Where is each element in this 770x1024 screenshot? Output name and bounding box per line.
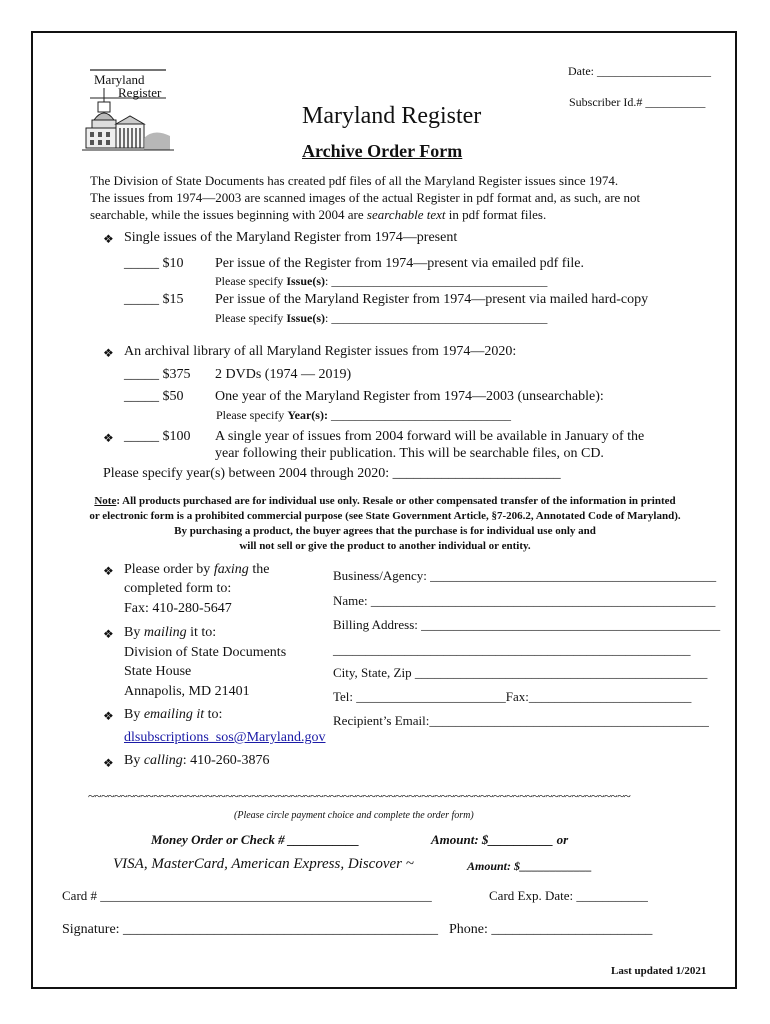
email-italic: emailing it: [143, 707, 205, 722]
address-line-3: Annapolis, MD 21401: [124, 684, 250, 699]
amount-field-2[interactable]: Amount: $____________: [467, 859, 593, 873]
specify-line: : ____________________________________: [324, 274, 548, 288]
billing-address-line-2[interactable]: _______________________________________________________: [333, 642, 691, 657]
recipient-email-field[interactable]: Recipient’s Email:___________________________________________: [333, 713, 709, 728]
billing-address-field[interactable]: Billing Address: ______________________________________________: [333, 617, 721, 632]
business-agency-field[interactable]: Business/Agency: ____________________________________________: [333, 568, 717, 583]
intro-text: searchable, while the issues beginning with 2004 are: [90, 207, 367, 222]
call-italic: calling: [143, 753, 183, 768]
specify-line: : ____________________________________: [324, 311, 548, 325]
card-types[interactable]: VISA, MasterCard, American Express, Discover ~: [113, 856, 414, 872]
call-text-end: : 410-260-3876: [182, 753, 270, 768]
single-10-issues-field[interactable]: [215, 274, 547, 289]
diamond-bullet-icon: ❖: [103, 709, 114, 723]
single-15-description: Per issue of the Maryland Register from 1974—present via mailed hard-copy: [215, 292, 649, 307]
specify-label: Please specify: [215, 274, 287, 288]
email-text-end: to:: [204, 707, 223, 722]
call-text: By: [124, 753, 144, 768]
page-title: Maryland Register: [302, 103, 482, 129]
archive-375-checkbox[interactable]: _____ $375: [124, 367, 191, 382]
diamond-bullet-icon: ❖: [103, 756, 114, 770]
email-text: By: [124, 707, 144, 722]
single-10-checkbox[interactable]: _____ $10: [124, 256, 184, 271]
order-by-phone: [124, 753, 269, 769]
logo-text-maryland: Maryland: [94, 72, 145, 87]
archive-375-description: 2 DVDs (1974 — 2019): [215, 367, 352, 382]
mail-italic: mailing: [143, 625, 187, 640]
signature-field[interactable]: Signature: _____________________________________________: [62, 922, 439, 937]
single-issues-heading: Single issues of the Maryland Register from 1974—present: [124, 230, 458, 245]
specify-line: ______________________________: [327, 408, 511, 422]
city-state-zip-field[interactable]: City, State, Zip _____________________________________________: [333, 665, 708, 680]
archive-50-checkbox[interactable]: _____ $50: [124, 389, 184, 404]
address-line-2: State House: [124, 664, 192, 679]
diamond-bullet-icon: ❖: [103, 627, 114, 641]
logo-text-register: Register: [118, 85, 162, 100]
fax-line-2: completed form to:: [124, 581, 232, 596]
intro-line-2: The issues from 1974—2003 are scanned images of the actual Register in pdf format and, as such, are not: [90, 190, 641, 205]
specify-bold-label: Year(s):: [287, 408, 328, 422]
email-link[interactable]: dlsubscriptions_sos@Maryland.gov: [124, 730, 326, 745]
specify-label: Please specify: [216, 408, 288, 422]
intro-line-1: The Division of State Documents has created pdf files of all the Maryland Register issues since 1974.: [90, 173, 619, 188]
note-line-3: By purchasing a product, the buyer agrees that the purchase is for individual use only and: [174, 525, 596, 537]
specify-label: Please specify: [215, 311, 287, 325]
intro-text-end: in pdf format files.: [445, 207, 547, 222]
form-subtitle: Archive Order Form: [302, 141, 463, 161]
archive-100-checkbox[interactable]: _____ $100: [124, 429, 191, 444]
card-number-field[interactable]: Card # ___________________________________________________: [62, 888, 432, 903]
diamond-bullet-icon: ❖: [103, 232, 114, 246]
payment-instruction: (Please circle payment choice and complete the order form): [234, 810, 474, 821]
tel-fax-field[interactable]: Tel: _______________________Fax:_________________________: [333, 689, 692, 704]
specify-bold-label: Issue(s): [286, 274, 325, 288]
fax-number: Fax: 410-280-5647: [124, 601, 232, 616]
single-15-checkbox[interactable]: _____ $15: [124, 292, 184, 307]
note-line-1: [40, 494, 730, 509]
phone-field[interactable]: Phone: _______________________: [449, 922, 653, 937]
order-by-email: [124, 707, 222, 723]
money-order-field[interactable]: Money Order or Check # ___________: [151, 832, 360, 847]
archive-50-description: One year of the Maryland Register from 1974—2003 (unsearchable):: [215, 389, 604, 404]
fax-italic: faxing: [213, 562, 249, 577]
note-line-4: will not sell or give the product to another individual or entity.: [239, 540, 531, 552]
mail-text: By: [124, 625, 144, 640]
diamond-bullet-icon: ❖: [103, 564, 114, 578]
maryland-register-logo: [82, 68, 174, 154]
specify-bold-label: Issue(s): [286, 311, 325, 325]
specify-years-field[interactable]: Please specify year(s) between 2004 through 2020: ________________________: [103, 466, 561, 481]
intro-italic-text: searchable text: [366, 207, 446, 222]
note-text: : All products purchased are for individual use only. Resale or other compensated transfer of the information in printed: [116, 495, 676, 507]
card-exp-field[interactable]: Card Exp. Date: ___________: [489, 888, 648, 903]
tilde-divider: ~~~~~~~~~~~~~~~~~~~~~~~~~~~~~~~~~~~~~~~~~~~~~~~~~~~~~~~~~~~~~~~~~~~~~~~~~~~~~~~~~~~: [88, 788, 631, 803]
single-15-issues-field[interactable]: [215, 311, 547, 326]
note-label: Note: [94, 495, 117, 507]
diamond-bullet-icon: ❖: [103, 346, 114, 360]
last-updated: Last updated 1/2021: [611, 965, 707, 977]
single-10-description: Per issue of the Register from 1974—present via emailed pdf file.: [215, 256, 584, 271]
archive-100-description-2: year following their publication. This will be searchable files, on CD.: [215, 446, 604, 461]
intro-line-3: [90, 206, 546, 223]
address-line-1: Division of State Documents: [124, 645, 287, 660]
diamond-bullet-icon: ❖: [103, 431, 114, 445]
order-by-fax: [124, 562, 269, 578]
order-by-mail: [124, 625, 216, 641]
fax-text: Please order by: [124, 562, 214, 577]
amount-field-1[interactable]: Amount: $__________ or: [431, 832, 569, 847]
mail-text-end: it to:: [186, 625, 217, 640]
fax-text-end: the: [248, 562, 270, 577]
archive-100-description-1: A single year of issues from 2004 forward will be available in January of the: [215, 429, 645, 444]
name-field[interactable]: Name: _____________________________________________________: [333, 593, 716, 608]
subscriber-id-field[interactable]: Subscriber Id.# __________: [569, 95, 706, 109]
archive-heading: An archival library of all Maryland Register issues from 1974—2020:: [124, 344, 517, 359]
archive-50-years-field[interactable]: [216, 408, 511, 423]
date-field[interactable]: Date: ___________________: [568, 64, 711, 78]
note-line-2: or electronic form is a prohibited commercial purpose (see State Government Article, §7-206.2, Annotated Code of Maryland).: [89, 510, 681, 522]
